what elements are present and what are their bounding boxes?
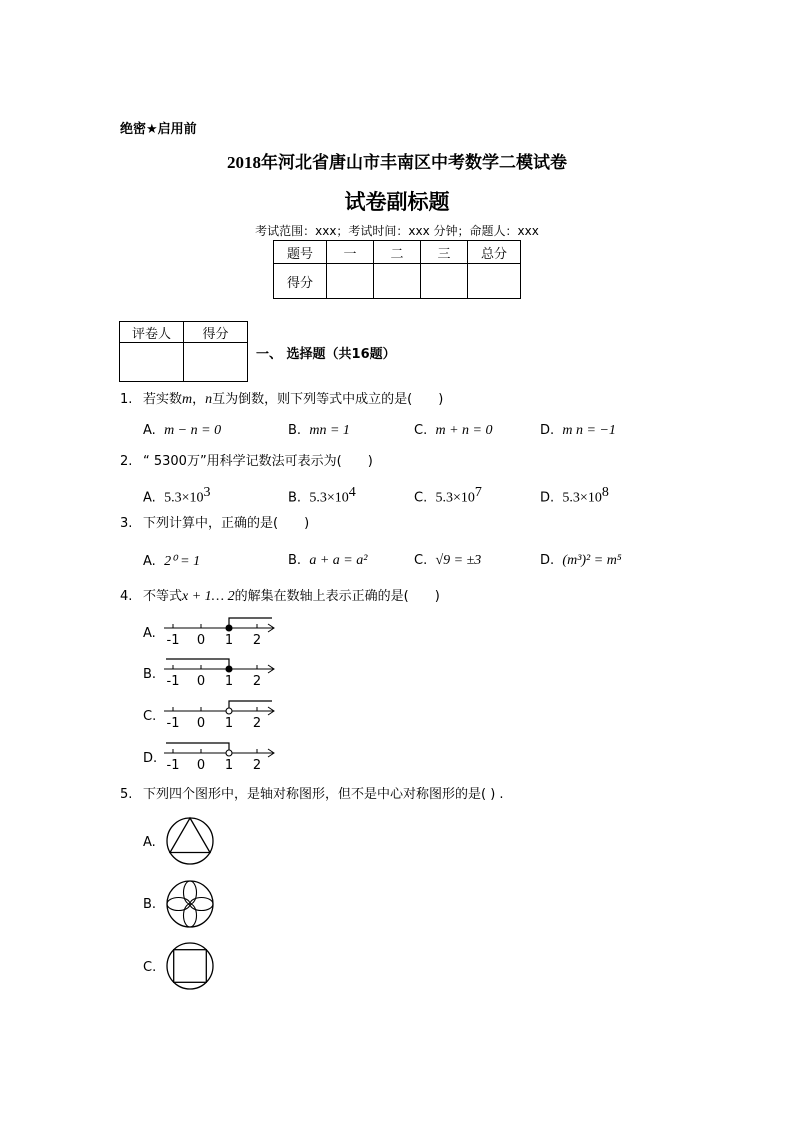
question-number: 2. bbox=[120, 454, 133, 469]
question-text: 的解集在数轴上表示正确的是( ) bbox=[234, 589, 440, 604]
option-a[interactable] bbox=[143, 485, 210, 506]
option-expr: m + n = 0 bbox=[435, 423, 493, 438]
question-number: 1. bbox=[120, 392, 133, 407]
option-label: D. bbox=[540, 490, 555, 506]
option-expr: 5.3×10 bbox=[435, 490, 475, 506]
option-d[interactable] bbox=[540, 553, 622, 569]
option-label: B. bbox=[288, 553, 302, 568]
option-label: D. bbox=[540, 423, 555, 438]
option-label: C. bbox=[414, 553, 428, 568]
score-header-cell: 一 bbox=[327, 241, 374, 264]
question-number: 4. bbox=[120, 589, 133, 604]
solution-bracket bbox=[229, 618, 272, 628]
option-label[interactable]: C. bbox=[143, 709, 157, 724]
score-cell bbox=[468, 264, 521, 299]
tick-label: 1 bbox=[224, 716, 234, 731]
tick-label: 0 bbox=[196, 758, 206, 773]
confidential-label: 绝密★启用前 bbox=[120, 122, 197, 137]
question-number: 3. bbox=[120, 516, 133, 531]
option-label[interactable]: C. bbox=[143, 960, 157, 975]
option-label: B. bbox=[288, 423, 302, 438]
square-in-circle-figure[interactable] bbox=[164, 940, 216, 992]
math-var: m bbox=[182, 392, 193, 407]
question-1-text bbox=[143, 392, 443, 408]
tick-label: 2 bbox=[252, 633, 262, 648]
tick-label: 1 bbox=[224, 633, 234, 648]
tick-label: -1 bbox=[166, 716, 180, 731]
option-expr: √9 = ±3 bbox=[435, 553, 482, 568]
option-c[interactable] bbox=[414, 553, 481, 569]
math-expr: x + 1… 2 bbox=[182, 589, 235, 604]
option-label[interactable]: A. bbox=[143, 626, 156, 641]
tick-label: 2 bbox=[252, 758, 262, 773]
question-5-text: 下列四个图形中，是轴对称图形，但不是中心对称图形的是( ) . bbox=[143, 787, 504, 802]
score-header-cell: 题号 bbox=[274, 241, 327, 264]
option-d[interactable] bbox=[540, 423, 616, 439]
question-text: 互为倒数，则下列等式中成立的是( ) bbox=[212, 392, 444, 407]
score-row-label: 得分 bbox=[274, 264, 327, 299]
tick-label: 0 bbox=[196, 674, 206, 689]
score-table-score-row bbox=[274, 264, 521, 299]
option-b[interactable] bbox=[288, 553, 367, 569]
option-expr: mn = 1 bbox=[309, 423, 350, 438]
solution-bracket bbox=[166, 743, 229, 753]
four-petals-in-circle-figure[interactable] bbox=[164, 878, 216, 930]
option-b[interactable] bbox=[288, 423, 350, 439]
option-a[interactable] bbox=[143, 423, 221, 439]
review-cell bbox=[120, 343, 184, 382]
question-text: 若实数 bbox=[143, 392, 183, 407]
number-line-c[interactable] bbox=[160, 697, 278, 733]
solution-bracket bbox=[166, 659, 229, 669]
score-cell bbox=[327, 264, 374, 299]
tick-label: 2 bbox=[252, 674, 262, 689]
option-label: C. bbox=[414, 423, 428, 438]
solution-point bbox=[226, 708, 232, 714]
review-header-score: 得分 bbox=[184, 322, 248, 343]
tick-label: 0 bbox=[196, 633, 206, 648]
score-table-header-row bbox=[274, 241, 521, 264]
math-var: n bbox=[205, 392, 213, 407]
review-cell bbox=[184, 343, 248, 382]
score-table bbox=[273, 240, 521, 299]
solution-point bbox=[226, 625, 232, 631]
exam-subtitle: 试卷副标题 bbox=[344, 190, 450, 214]
option-label: C. bbox=[414, 490, 428, 506]
score-cell bbox=[374, 264, 421, 299]
tick-label: 2 bbox=[252, 716, 262, 731]
option-label[interactable]: B. bbox=[143, 667, 157, 682]
tick-label: 1 bbox=[224, 758, 234, 773]
option-label: A. bbox=[143, 490, 156, 506]
option-label: D. bbox=[540, 553, 555, 568]
exam-info: 考试范围：xxx；考试时间：xxx 分钟；命题人：xxx bbox=[255, 224, 539, 238]
option-expr: m n = −1 bbox=[562, 423, 616, 438]
option-c[interactable] bbox=[414, 423, 493, 439]
option-expr: m − n = 0 bbox=[164, 423, 222, 438]
triangle-in-circle-figure[interactable] bbox=[164, 815, 216, 867]
tick-label: -1 bbox=[166, 633, 180, 648]
option-expr: (m³)² = m⁵ bbox=[562, 553, 622, 568]
question-text: 不等式 bbox=[143, 589, 183, 604]
number-line-a[interactable] bbox=[160, 614, 278, 650]
option-b[interactable] bbox=[288, 485, 356, 506]
option-d[interactable] bbox=[540, 485, 609, 506]
number-line-b[interactable] bbox=[160, 655, 278, 691]
question-2-text: “ 5300万”用科学记数法可表示为( ) bbox=[143, 454, 373, 469]
number-line-d[interactable] bbox=[160, 739, 278, 775]
option-exponent: 7 bbox=[474, 485, 482, 500]
option-label[interactable]: D. bbox=[143, 751, 158, 766]
tick-label: -1 bbox=[166, 674, 180, 689]
option-label: A. bbox=[143, 423, 156, 438]
option-c[interactable] bbox=[414, 485, 482, 506]
score-header-cell: 三 bbox=[421, 241, 468, 264]
score-header-cell: 总分 bbox=[468, 241, 521, 264]
question-text: ， bbox=[192, 392, 206, 407]
option-expr: 5.3×10 bbox=[562, 490, 602, 506]
option-expr: 5.3×10 bbox=[309, 490, 349, 506]
score-header-cell: 二 bbox=[374, 241, 421, 264]
option-a[interactable] bbox=[143, 553, 200, 570]
tick-label: 1 bbox=[224, 674, 234, 689]
solution-bracket bbox=[229, 701, 272, 711]
option-label: B. bbox=[288, 490, 302, 506]
question-number: 5. bbox=[120, 787, 133, 802]
option-expr: a + a = a² bbox=[309, 553, 368, 568]
question-4-text bbox=[143, 589, 440, 605]
option-label[interactable]: A. bbox=[143, 835, 156, 850]
option-exponent: 4 bbox=[348, 485, 356, 500]
question-3-text: 下列计算中，正确的是( ) bbox=[143, 516, 310, 531]
section-title: 一、 选择题（共16题） bbox=[256, 347, 396, 362]
tick-label: 0 bbox=[196, 716, 206, 731]
exam-title: 2018年河北省唐山市丰南区中考数学二模试卷 bbox=[227, 153, 567, 172]
option-expr: 2⁰ = 1 bbox=[164, 554, 201, 569]
option-exponent: 8 bbox=[601, 485, 609, 500]
solution-point bbox=[226, 666, 232, 672]
option-exponent: 3 bbox=[203, 485, 211, 500]
option-label: A. bbox=[143, 554, 156, 569]
review-box bbox=[119, 321, 248, 382]
score-cell bbox=[421, 264, 468, 299]
tick-label: -1 bbox=[166, 758, 180, 773]
review-header-grader: 评卷人 bbox=[120, 322, 184, 343]
option-expr: 5.3×10 bbox=[164, 490, 204, 506]
option-label[interactable]: B. bbox=[143, 897, 157, 912]
solution-point bbox=[226, 750, 232, 756]
